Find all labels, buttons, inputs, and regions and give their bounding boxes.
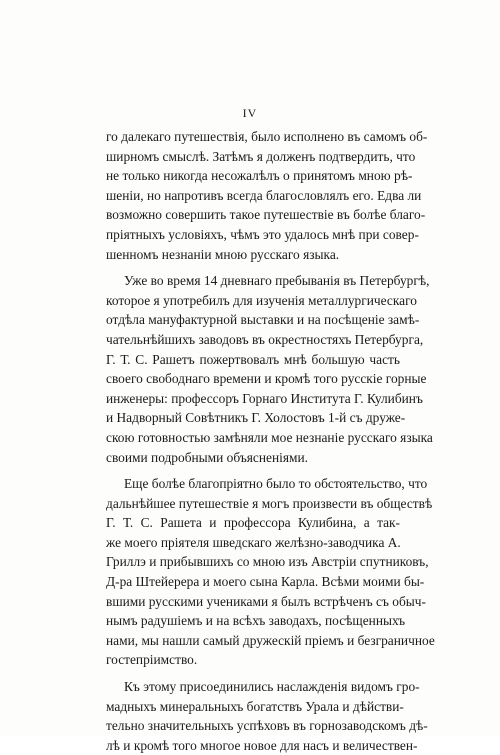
text-line: которое я употребилъ для изученія металлургическаго [106, 292, 417, 308]
paragraph-1 [106, 127, 428, 264]
text-line: чательнѣйшихъ заводовъ въ окрестностяхъ Петербурга, [106, 331, 424, 347]
paragraph-3 [106, 474, 435, 670]
text-line: пріятныхъ условіяхъ, чѣмъ это удалось мнѣ при совер- [106, 226, 419, 242]
text-line: Гриллэ и прибывшихъ со мною изъ Австріи спутниковъ, [106, 554, 429, 570]
text-line: Д-ра Штейерера и моего сына Карла. Всѣми моими бы- [106, 574, 425, 590]
text-line: и Надворный Совѣтникъ Г. Холостовъ 1-й съ друже- [106, 410, 406, 426]
text-line: шенномъ незнаніи мною русскаго языка. [106, 246, 340, 262]
text-line: Г. Т. С. Рашета и профессора Кулибина, а так- [106, 515, 400, 531]
text-line: своими подробными объясненіями. [106, 449, 309, 465]
paragraph-4 [106, 677, 428, 755]
text-line: Къ этому присоединились наслажденія видомъ гро- [124, 679, 420, 695]
text-line: лѣ и кромѣ того многое новое для насъ и величествен- [106, 737, 418, 753]
text-line: шеніи, но напротивъ всегда благословлялъ его. Едва ли [106, 187, 422, 203]
text-line: Уже во время 14 дневнаго пребыванія въ Петербургѣ, [124, 273, 430, 289]
text-line: вшими русскими учениками я былъ встрѣченъ съ обыч- [106, 593, 426, 609]
text-line: Еще болѣе благопріятно было то обстоятельство, что [124, 476, 428, 492]
text-line: же моего пріятеля шведскаго желѣзно-заводчика А. [106, 534, 401, 550]
text-line: тельно значительныхъ успѣховъ въ горнозаводскомъ дѣ- [106, 718, 428, 734]
text-line: Г. Т. С. Рашетъ пожертвовалъ мнѣ большую часть [106, 351, 400, 367]
text-line: мадныхъ минеральныхъ богатствъ Урала и дѣйстви- [106, 698, 404, 714]
paragraph-2 [106, 271, 433, 467]
text-line: го далекаго путешествія, было исполнено въ самомъ об- [106, 129, 428, 144]
text-line: не только никогда несожалѣлъ о принятомъ мною рѣ- [106, 168, 413, 184]
text-line: своего свободнаго времени и кромѣ того русскіе горные [106, 371, 427, 387]
text-line: нами, мы нашли самый дружескій пріемъ и безграничное [106, 632, 435, 648]
page-number: IV [242, 106, 258, 120]
body-text [106, 127, 435, 755]
text-line: гостепріимство. [106, 652, 198, 668]
text-line: ширномъ смыслѣ. Затѣмъ я долженъ подтвердить, что [106, 148, 416, 164]
text-line: нымъ радушіемъ и на всѣхъ заводахъ, посѣщенныхъ [106, 613, 406, 629]
text-line: инженеры: профессоръ Горнаго Института Г. Кулибинъ [106, 390, 423, 406]
text-line: дальнѣйшее путешествіе я могъ произвести въ обществѣ [106, 495, 433, 511]
text-line: отдѣла мануфактурной выставки и на посѣщеніе замѣ- [106, 312, 420, 328]
text-line: возможно совершить такое путешествіе въ болѣе благо- [106, 207, 426, 223]
text-line: скою готовностью замѣняли мое незнаніе русскаго языка [106, 429, 433, 445]
